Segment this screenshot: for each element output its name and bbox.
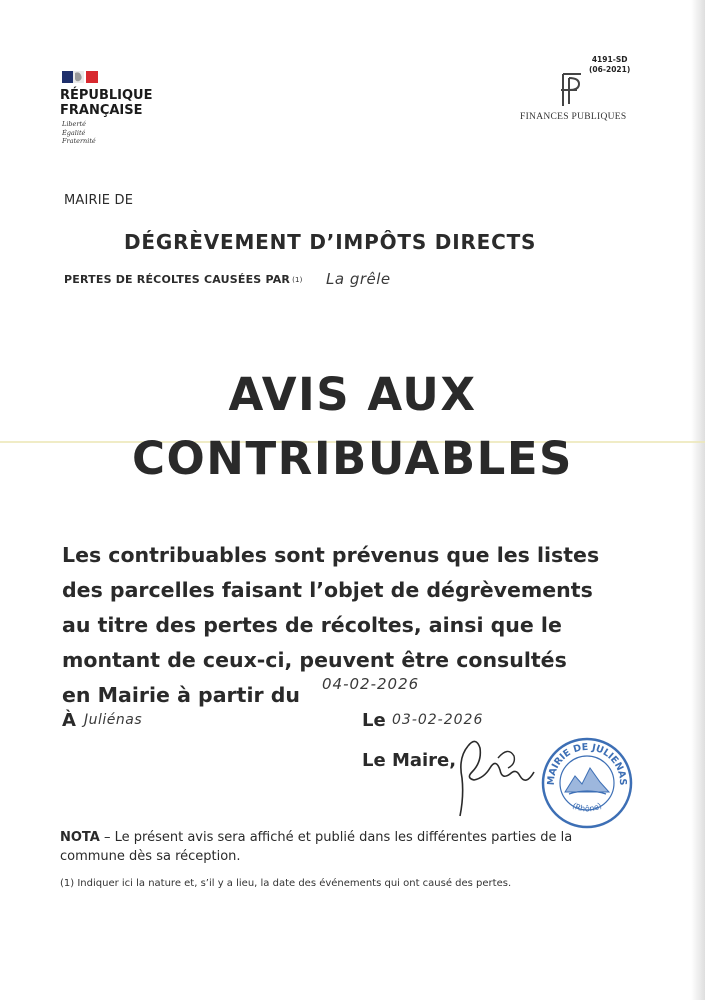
mayor-signature [450, 728, 545, 823]
svg-text:MAIRIE DE JULIENAS: MAIRIE DE JULIENAS [545, 741, 629, 786]
finances-publiques-logo-icon [557, 70, 587, 110]
body-line: Les contribuables sont prévenus que les listes [62, 543, 600, 567]
nota-paragraph: NOTA – Le présent avis sera affiché et publié dans les différentes parties de la commune dès sa réception. [60, 830, 573, 864]
headline-line-2: CONTRIBUABLES [132, 432, 573, 485]
pertes-label: PERTES DE RÉCOLTES CAUSÉES PAR (1) [64, 273, 303, 286]
document-title: DÉGRÈVEMENT D’IMPÔTS DIRECTS [124, 230, 537, 254]
republique-francaise-name: RÉPUBLIQUE FRANÇAISE [60, 88, 153, 118]
republic-motto: Liberté Égalité Fraternité [62, 120, 96, 145]
svg-text:(Rhône): (Rhône) [570, 801, 604, 814]
mairie-label: MAIRIE DE [64, 193, 134, 208]
finances-publiques-label: FINANCES PUBLIQUES [520, 112, 627, 122]
date-handwritten: 03-02-2026 [392, 712, 484, 728]
body-line: en Mairie à partir du [62, 683, 301, 707]
footnote: (1) Indiquer ici la nature et, s’il y a lieu, la date des événements qui ont causé des pertes. [60, 878, 512, 889]
body-line: au titre des pertes de récoltes, ainsi que le [62, 613, 562, 637]
body-line: des parcelles faisant l’objet de dégrèvements [62, 578, 593, 602]
marianne-flag-icon [62, 69, 102, 86]
signatory-label: Le Maire, [362, 750, 457, 771]
body-line: montant de ceux-ci, peuvent être consultés [62, 648, 567, 672]
date-label: Le [362, 710, 386, 731]
form-number: 4191-SD (06-2021) [589, 55, 631, 74]
headline-line-1: AVIS AUX [228, 368, 477, 421]
place-label: À [62, 710, 76, 731]
page-edge-shadow [691, 0, 705, 1000]
place-handwritten: Juliénas [84, 712, 143, 728]
cause-handwritten: La grêle [326, 270, 391, 288]
consult-date-handwritten: 04-02-2026 [322, 675, 420, 693]
mairie-stamp [540, 736, 634, 830]
